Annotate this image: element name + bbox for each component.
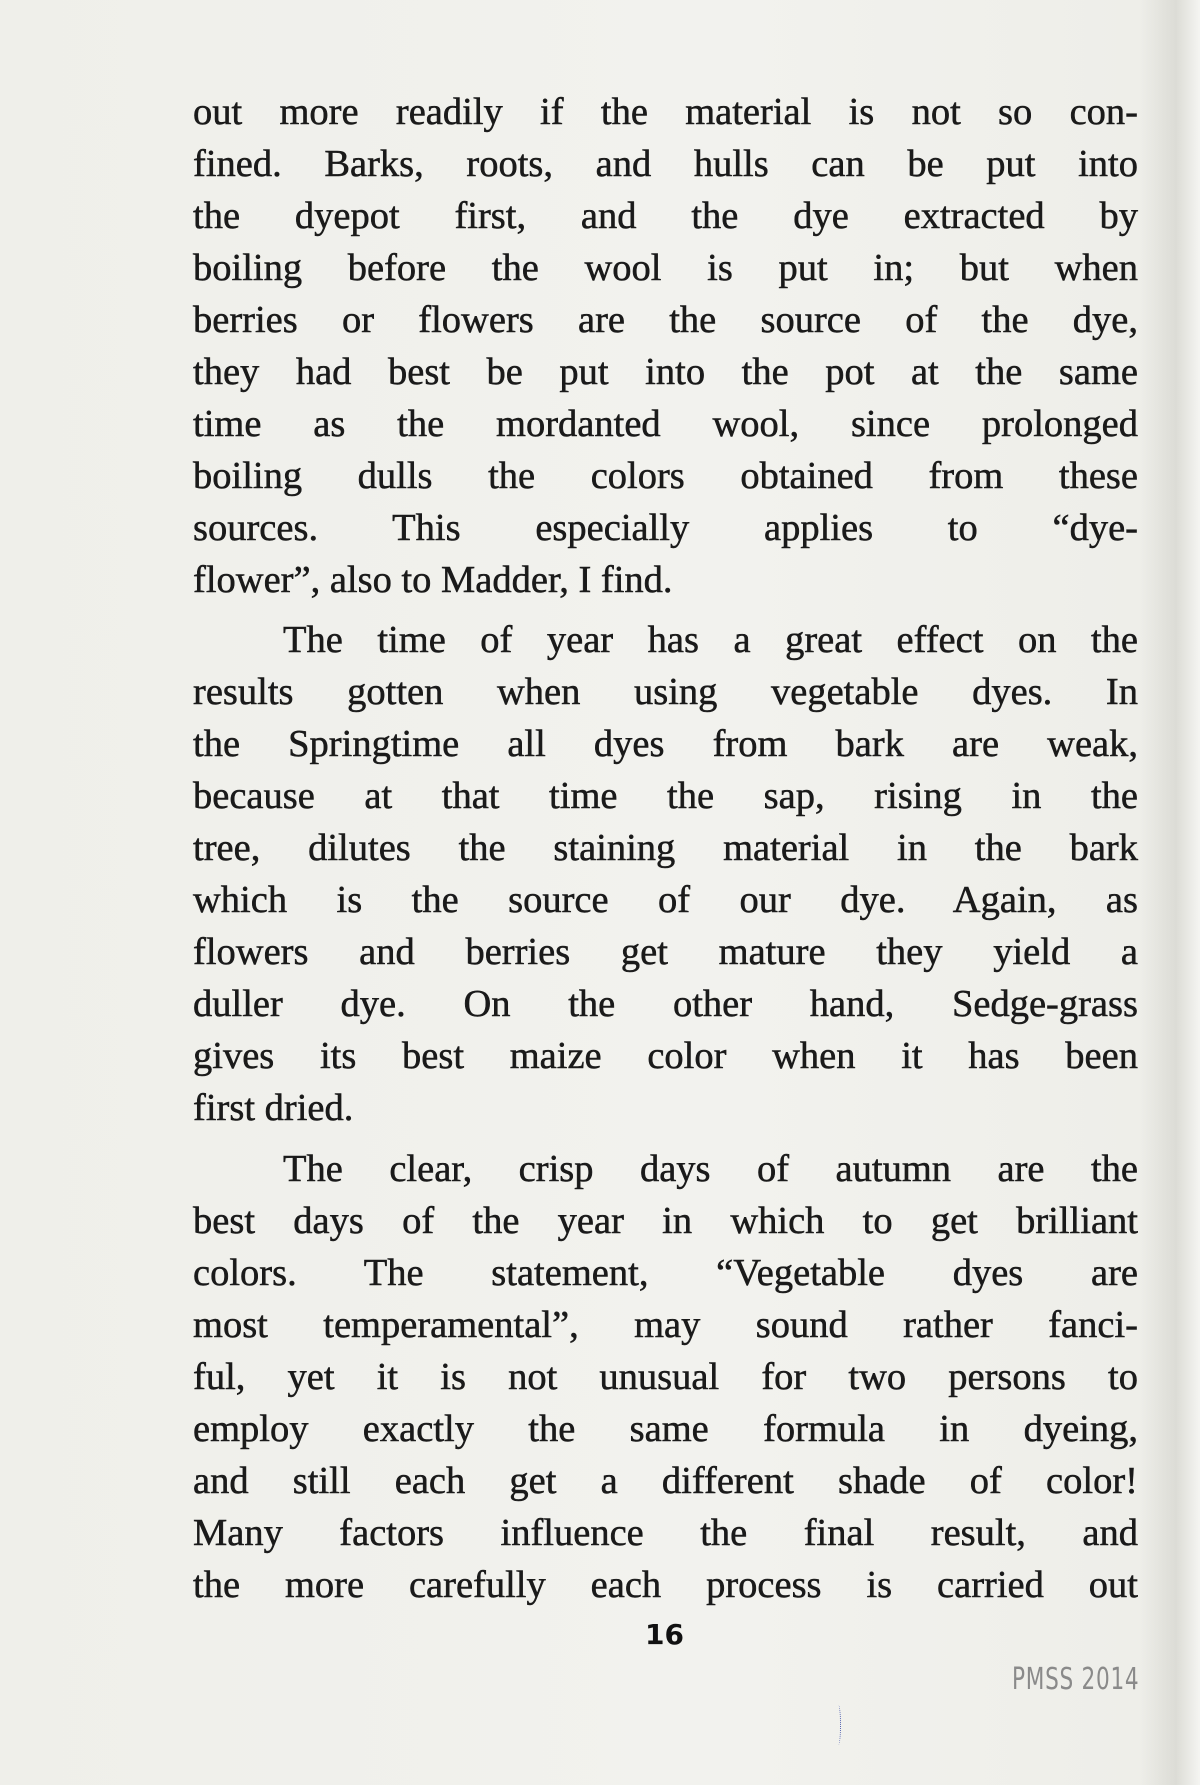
text-line: The clear, crisp days of autumn are the	[283, 1148, 1138, 1190]
text-line: because at that time the sap, rising in the	[193, 775, 1138, 817]
paragraph-2	[193, 614, 1138, 1134]
paragraph-1	[193, 86, 1138, 606]
text-line: The time of year has a great effect on the	[283, 619, 1138, 661]
text-line: boiling before the wool is put in; but when	[193, 247, 1138, 289]
text-line: duller dye. On the other hand, Sedge-grass	[193, 983, 1138, 1025]
text-line: and still each get a different shade of color!	[193, 1460, 1138, 1502]
text-line: gives its best maize color when it has been	[193, 1035, 1138, 1077]
text-line: flowers and berries get mature they yield a	[193, 931, 1138, 973]
text-line: which is the source of our dye. Again, as	[193, 879, 1138, 921]
text-line: berries or flowers are the source of the dye,	[193, 299, 1138, 341]
watermark: PMSS 2014	[1012, 1662, 1140, 1697]
text-line: colors. The statement, “Vegetable dyes are	[193, 1252, 1138, 1294]
text-line: employ exactly the same formula in dyeing,	[193, 1408, 1138, 1450]
text-line: the more carefully each process is carried out	[193, 1564, 1138, 1606]
text-line: most temperamental”, may sound rather fanci-	[193, 1304, 1138, 1346]
text-line: best days of the year in which to get brilliant	[193, 1200, 1138, 1242]
text-line: sources. This especially applies to “dye-	[193, 507, 1138, 549]
text-line: flower”, also to Madder, I find.	[193, 559, 673, 601]
text-line: first dried.	[193, 1087, 354, 1129]
text-line: ful, yet it is not unusual for two persons to	[193, 1356, 1138, 1398]
paragraph-3	[193, 1143, 1138, 1611]
text-line: results gotten when using vegetable dyes. In	[193, 671, 1138, 713]
text-line: tree, dilutes the staining material in the bark	[193, 827, 1138, 869]
text-line: they had best be put into the pot at the same	[193, 351, 1138, 393]
text-line: the dyepot first, and the dye extracted by	[193, 195, 1138, 237]
text-line: time as the mordanted wool, since prolonged	[193, 403, 1138, 445]
text-line: Many factors influence the final result, and	[193, 1512, 1138, 1554]
text-line: fined. Barks, roots, and hulls can be put into	[193, 143, 1138, 185]
page-number: 16	[645, 1618, 684, 1651]
ink-mark	[836, 1705, 841, 1745]
text-line: the Springtime all dyes from bark are weak,	[193, 723, 1138, 765]
text-line: boiling dulls the colors obtained from these	[193, 455, 1138, 497]
text-line: out more readily if the material is not so con-	[193, 91, 1138, 133]
